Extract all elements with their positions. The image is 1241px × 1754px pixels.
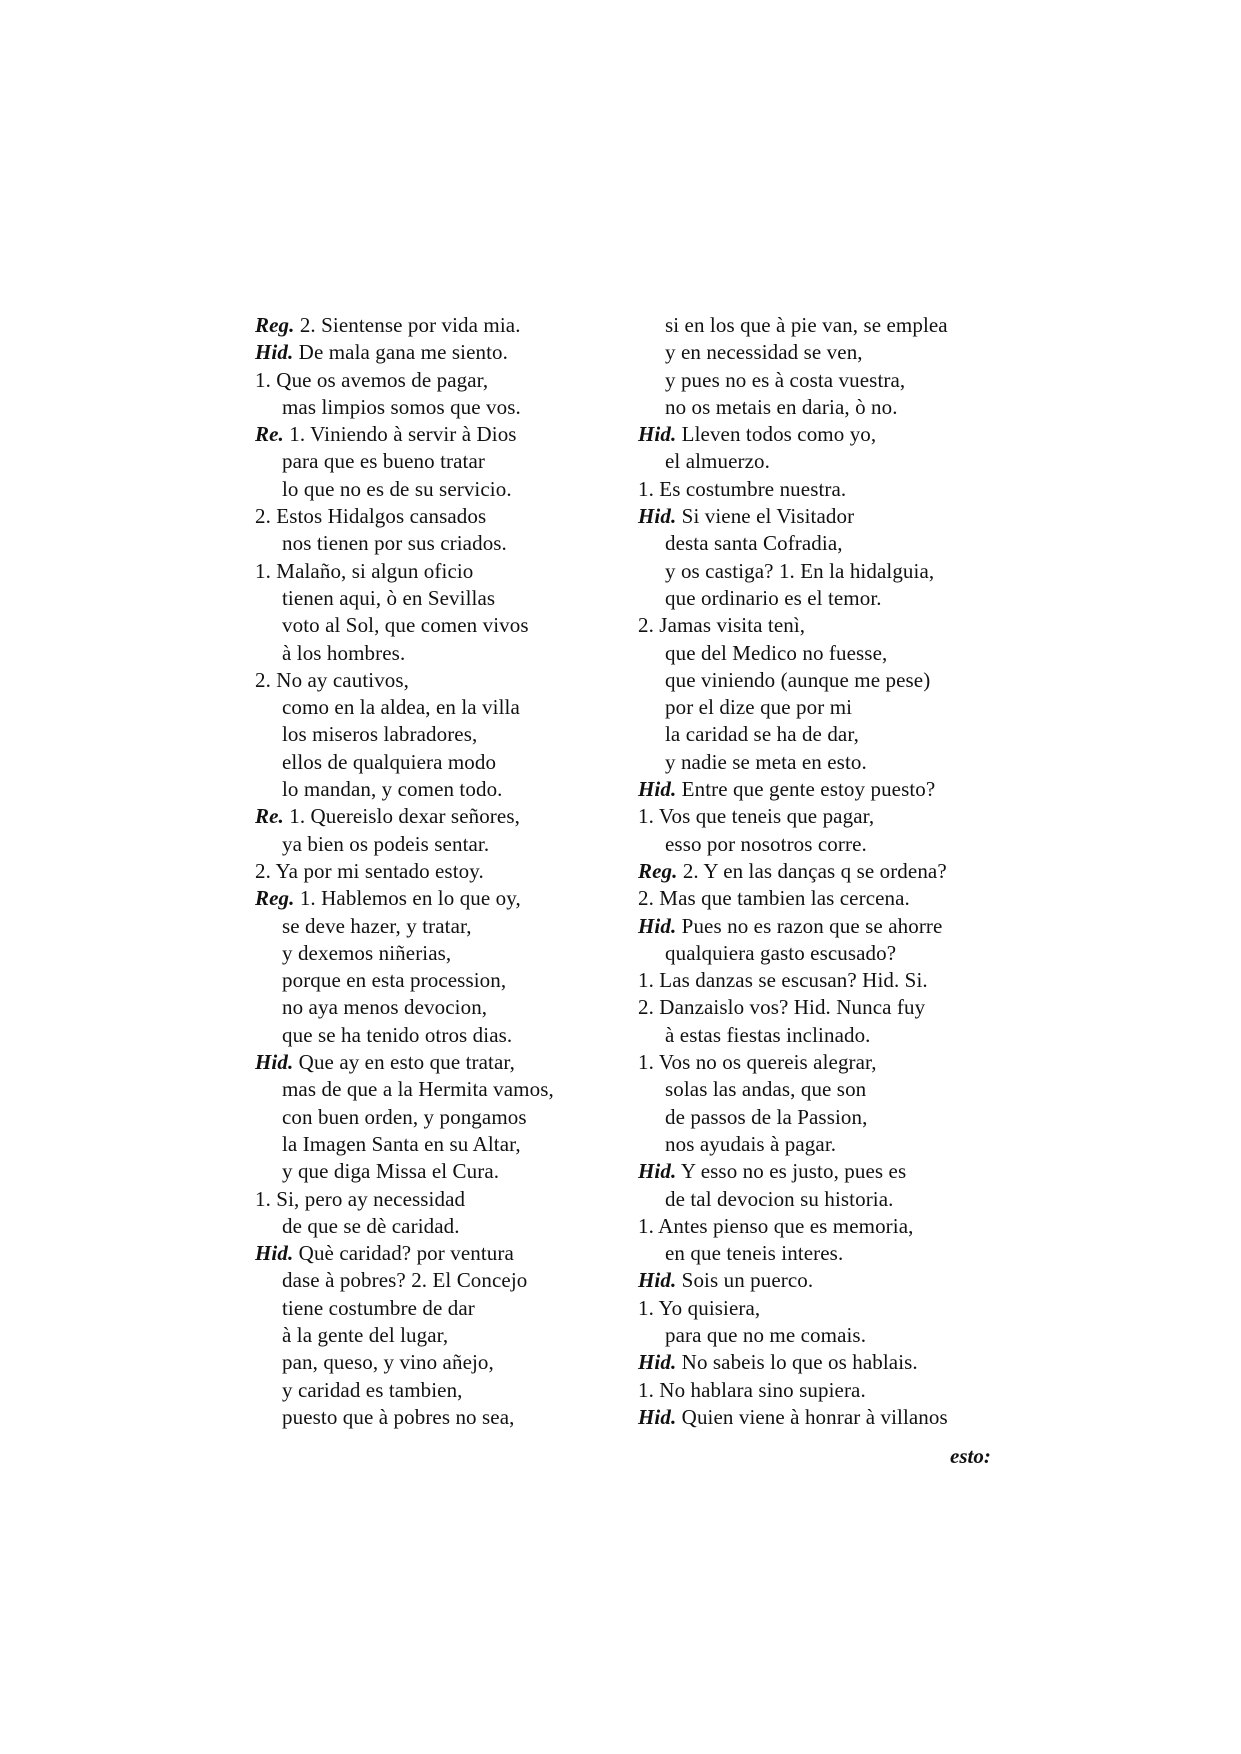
verse-text: mas de que a la Hermita vamos, bbox=[282, 1077, 554, 1102]
verse-line bbox=[638, 585, 1018, 612]
verse-text: 2. Y en las danças q se ordena? bbox=[677, 858, 947, 883]
verse-line bbox=[255, 776, 635, 803]
verse-line bbox=[255, 448, 635, 475]
verse-line bbox=[255, 1104, 635, 1131]
verse-line bbox=[638, 367, 1018, 394]
verse-line bbox=[638, 448, 1018, 475]
verse-text: porque en esta procession, bbox=[282, 968, 507, 993]
verse-text: con buen orden, y pongamos bbox=[282, 1104, 527, 1129]
verse-text: la Imagen Santa en su Altar, bbox=[282, 1131, 521, 1156]
verse-line bbox=[638, 312, 1018, 339]
verse-text: si en los que à pie van, se emplea bbox=[665, 313, 948, 337]
verse-text: No sabeis lo que os hablais. bbox=[676, 1350, 918, 1375]
verse-text: de tal devocion su historia. bbox=[665, 1186, 894, 1211]
verse-text: 1. Si, pero ay necessidad bbox=[255, 1186, 466, 1211]
verse-line bbox=[638, 612, 1018, 639]
speaker-label: Hid. bbox=[638, 504, 677, 529]
verse-text: para que es bueno tratar bbox=[282, 449, 485, 474]
verse-text: lo mandan, y comen todo. bbox=[282, 777, 503, 802]
verse-line bbox=[255, 667, 635, 694]
verse-text: Y esso no es justo, pues es bbox=[676, 1159, 907, 1184]
verse-line bbox=[638, 1322, 1018, 1349]
verse-line bbox=[255, 858, 635, 885]
verse-line bbox=[638, 776, 1018, 803]
verse-line bbox=[255, 1131, 635, 1158]
verse-line bbox=[255, 339, 635, 366]
verse-text: pan, queso, y vino añejo, bbox=[282, 1350, 494, 1375]
verse-text: Què caridad? por ventura bbox=[293, 1241, 514, 1266]
verse-text: Quien viene à honrar à villanos bbox=[676, 1404, 948, 1429]
verse-line bbox=[638, 721, 1018, 748]
verse-text: Pues no es razon que se ahorre bbox=[676, 913, 943, 938]
verse-line bbox=[638, 749, 1018, 776]
verse-line bbox=[638, 1240, 1018, 1267]
verse-text: que ordinario es el temor. bbox=[665, 585, 882, 610]
verse-text: 1. Malaño, si algun oficio bbox=[255, 558, 474, 583]
verse-text: puesto que à pobres no sea, bbox=[282, 1404, 515, 1429]
verse-line bbox=[638, 1295, 1018, 1322]
verse-line bbox=[638, 831, 1018, 858]
verse-text: De mala gana me siento. bbox=[293, 340, 508, 365]
verse-text: y pues no es à costa vuestra, bbox=[665, 367, 906, 392]
verse-line bbox=[638, 640, 1018, 667]
verse-text: desta santa Cofradia, bbox=[665, 531, 843, 556]
verse-text: solas las andas, que son bbox=[665, 1077, 867, 1102]
speaker-label: Hid. bbox=[638, 1159, 677, 1184]
verse-line bbox=[255, 1158, 635, 1185]
verse-line bbox=[638, 1349, 1018, 1376]
verse-line bbox=[255, 394, 635, 421]
verse-line bbox=[638, 530, 1018, 557]
verse-text: para que no me comais. bbox=[665, 1322, 867, 1347]
verse-text: voto al Sol, que comen vivos bbox=[282, 613, 529, 638]
verse-line bbox=[255, 803, 635, 830]
verse-line bbox=[255, 1295, 635, 1322]
verse-text: 1. Vos que teneis que pagar, bbox=[638, 804, 875, 829]
verse-text: de que se dè caridad. bbox=[282, 1213, 460, 1238]
verse-text: y os castiga? 1. En la hidalguia, bbox=[665, 558, 935, 583]
verse-line bbox=[638, 803, 1018, 830]
verse-line bbox=[638, 1267, 1018, 1294]
speaker-label: Re. bbox=[255, 804, 284, 829]
verse-text: à estas fiestas inclinado. bbox=[665, 1022, 871, 1047]
verse-text: 1. Hablemos en lo que oy, bbox=[294, 886, 521, 911]
verse-text: y que diga Missa el Cura. bbox=[282, 1159, 500, 1184]
verse-line bbox=[638, 1022, 1018, 1049]
verse-text: que del Medico no fuesse, bbox=[665, 640, 888, 665]
verse-line bbox=[255, 994, 635, 1021]
verse-line bbox=[638, 1131, 1018, 1158]
verse-text: mas limpios somos que vos. bbox=[282, 394, 521, 419]
verse-text: nos tienen por sus criados. bbox=[282, 531, 507, 556]
speaker-label: Hid. bbox=[638, 1350, 677, 1375]
verse-text: por el dize que por mi bbox=[665, 695, 853, 720]
verse-line bbox=[255, 694, 635, 721]
verse-text: 2. Sientense por vida mia. bbox=[294, 313, 521, 337]
verse-text: 2. No ay cautivos, bbox=[255, 667, 410, 692]
catchword: esto: bbox=[950, 1444, 991, 1468]
verse-line bbox=[638, 858, 1018, 885]
verse-line bbox=[255, 749, 635, 776]
verse-text: 1. Antes pienso que es memoria, bbox=[638, 1213, 914, 1238]
verse-text: 2. Jamas visita tenì, bbox=[638, 613, 806, 638]
verse-text: Lleven todos como yo, bbox=[676, 422, 877, 447]
verse-text: el almuerzo. bbox=[665, 449, 770, 474]
verse-line bbox=[638, 1377, 1018, 1404]
verse-line bbox=[638, 1076, 1018, 1103]
verse-line bbox=[638, 394, 1018, 421]
verse-line bbox=[638, 994, 1018, 1021]
verse-line bbox=[638, 503, 1018, 530]
verse-line bbox=[255, 312, 635, 339]
left-text-column bbox=[255, 312, 635, 1431]
verse-line bbox=[255, 1213, 635, 1240]
verse-text: 2. Ya por mi sentado estoy. bbox=[255, 858, 484, 883]
verse-line bbox=[255, 831, 635, 858]
verse-line bbox=[255, 913, 635, 940]
verse-line bbox=[638, 694, 1018, 721]
verse-line bbox=[255, 558, 635, 585]
verse-text: 2. Danzaislo vos? Hid. Nunca fuy bbox=[638, 995, 926, 1020]
verse-line bbox=[638, 558, 1018, 585]
speaker-label: Reg. bbox=[255, 886, 295, 911]
verse-text: 1. Viniendo à servir à Dios bbox=[283, 422, 517, 447]
verse-text: no aya menos devocion, bbox=[282, 995, 488, 1020]
verse-text: Sois un puerco. bbox=[676, 1268, 814, 1293]
verse-text: que viniendo (aunque me pese) bbox=[665, 667, 931, 692]
speaker-label: Reg. bbox=[638, 858, 678, 883]
verse-text: 2. Estos Hidalgos cansados bbox=[255, 504, 487, 529]
verse-text: y dexemos niñerias, bbox=[282, 940, 452, 965]
verse-text: 1. No hablara sino supiera. bbox=[638, 1377, 866, 1402]
verse-line bbox=[638, 339, 1018, 366]
verse-line bbox=[638, 421, 1018, 448]
verse-text: 1. Quereislo dexar señores, bbox=[283, 804, 520, 829]
verse-line bbox=[255, 476, 635, 503]
speaker-label: Hid. bbox=[638, 1404, 677, 1429]
verse-line bbox=[638, 940, 1018, 967]
verse-line bbox=[255, 640, 635, 667]
right-text-column bbox=[638, 312, 1018, 1431]
verse-text: nos ayudais à pagar. bbox=[665, 1131, 837, 1156]
verse-text: ya bien os podeis sentar. bbox=[282, 831, 490, 856]
speaker-label: Hid. bbox=[638, 1268, 677, 1293]
verse-text: no os metais en daria, ò no. bbox=[665, 394, 898, 419]
verse-text: como en la aldea, en la villa bbox=[282, 695, 520, 720]
verse-line bbox=[638, 1404, 1018, 1431]
speaker-label: Hid. bbox=[255, 1241, 294, 1266]
verse-line bbox=[255, 1322, 635, 1349]
verse-text: 2. Mas que tambien las cercena. bbox=[638, 886, 910, 911]
verse-line bbox=[255, 530, 635, 557]
verse-text: tiene costumbre de dar bbox=[282, 1295, 475, 1320]
speaker-label: Reg. bbox=[255, 313, 295, 337]
verse-text: se deve hazer, y tratar, bbox=[282, 913, 472, 938]
verse-line bbox=[255, 1404, 635, 1431]
verse-line bbox=[255, 721, 635, 748]
verse-text: Entre que gente estoy puesto? bbox=[676, 777, 936, 802]
verse-line bbox=[255, 940, 635, 967]
verse-line bbox=[255, 585, 635, 612]
verse-text: esso por nosotros corre. bbox=[665, 831, 867, 856]
speaker-label: Re. bbox=[255, 422, 284, 447]
verse-line bbox=[255, 503, 635, 530]
verse-line bbox=[638, 1158, 1018, 1185]
verse-text: à la gente del lugar, bbox=[282, 1322, 449, 1347]
verse-line bbox=[638, 885, 1018, 912]
verse-line bbox=[638, 1186, 1018, 1213]
verse-text: la caridad se ha de dar, bbox=[665, 722, 859, 747]
verse-line bbox=[638, 913, 1018, 940]
verse-text: los miseros labradores, bbox=[282, 722, 478, 747]
verse-line bbox=[638, 667, 1018, 694]
verse-line bbox=[255, 1240, 635, 1267]
verse-text: 1. Las danzas se escusan? Hid. Si. bbox=[638, 968, 928, 993]
verse-text: Si viene el Visitador bbox=[676, 504, 855, 529]
verse-line bbox=[255, 967, 635, 994]
verse-text: lo que no es de su servicio. bbox=[282, 476, 512, 501]
verse-text: 1. Es costumbre nuestra. bbox=[638, 476, 847, 501]
verse-text: y en necessidad se ven, bbox=[665, 340, 863, 365]
verse-line bbox=[638, 1049, 1018, 1076]
verse-text: ellos de qualquiera modo bbox=[282, 749, 497, 774]
verse-line bbox=[638, 1213, 1018, 1240]
verse-text: y caridad es tambien, bbox=[282, 1377, 463, 1402]
verse-text: tienen aqui, ò en Sevillas bbox=[282, 585, 496, 610]
verse-text: Que ay en esto que tratar, bbox=[293, 1050, 516, 1075]
verse-line bbox=[255, 367, 635, 394]
verse-text: y nadie se meta en esto. bbox=[665, 749, 867, 774]
verse-text: en que teneis interes. bbox=[665, 1241, 844, 1266]
verse-line bbox=[638, 967, 1018, 994]
speaker-label: Hid. bbox=[638, 777, 677, 802]
speaker-label: Hid. bbox=[638, 913, 677, 938]
verse-line bbox=[255, 421, 635, 448]
verse-text: 1. Que os avemos de pagar, bbox=[255, 367, 489, 392]
verse-line bbox=[255, 1267, 635, 1294]
verse-text: 1. Yo quisiera, bbox=[638, 1295, 761, 1320]
speaker-label: Hid. bbox=[255, 340, 294, 365]
verse-text: de passos de la Passion, bbox=[665, 1104, 868, 1129]
verse-line bbox=[255, 1049, 635, 1076]
verse-text: 1. Vos no os quereis alegrar, bbox=[638, 1050, 877, 1075]
verse-text: que se ha tenido otros dias. bbox=[282, 1022, 513, 1047]
verse-text: qualquiera gasto escusado? bbox=[665, 940, 897, 965]
verse-line bbox=[255, 612, 635, 639]
speaker-label: Hid. bbox=[255, 1050, 294, 1075]
verse-line bbox=[255, 1076, 635, 1103]
verse-text: à los hombres. bbox=[282, 640, 406, 665]
verse-line bbox=[255, 1349, 635, 1376]
verse-line bbox=[638, 476, 1018, 503]
verse-line bbox=[638, 1104, 1018, 1131]
speaker-label: Hid. bbox=[638, 422, 677, 447]
verse-line bbox=[255, 1022, 635, 1049]
verse-line bbox=[255, 1377, 635, 1404]
verse-text: dase à pobres? 2. El Concejo bbox=[282, 1268, 528, 1293]
verse-line bbox=[255, 885, 635, 912]
verse-line bbox=[255, 1186, 635, 1213]
